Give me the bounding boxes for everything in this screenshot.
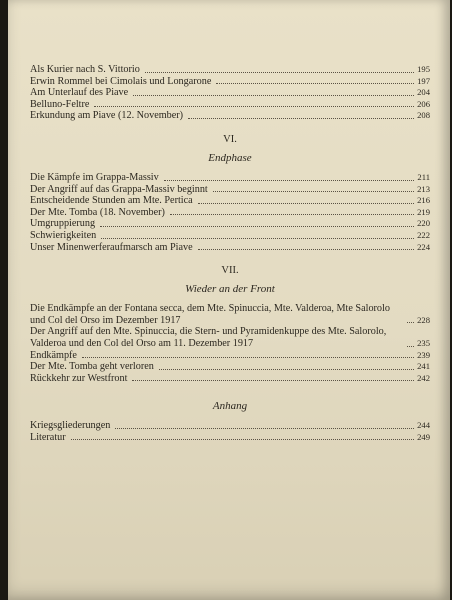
book-page [8, 0, 450, 600]
entry-page: 249 [417, 431, 430, 442]
entry-title: Der Mte. Tomba geht verloren [30, 361, 154, 373]
dot-leader [407, 322, 414, 323]
appendix-title: Anhang [212, 400, 248, 413]
part-vii-title: Wieder an der Front [185, 283, 275, 296]
dot-leader [164, 180, 415, 181]
entry-title: Belluno-Feltre [30, 98, 90, 110]
dot-leader [101, 238, 414, 239]
entry-title: Erkundung am Piave (12. November) [30, 110, 184, 122]
dot-leader [145, 72, 414, 73]
entry-page: 242 [417, 372, 430, 383]
dot-leader [198, 203, 414, 204]
entry-page: 219 [417, 206, 430, 217]
toc-entry [30, 303, 430, 326]
dot-leader [71, 439, 414, 440]
entry-title: Der Mte. Tomba (18. November) [30, 206, 165, 218]
entry-page: 244 [417, 420, 430, 431]
dot-leader [198, 249, 414, 250]
entry-title: Erwin Rommel bei Cimolais und Longarone [30, 75, 212, 87]
toc-entry [30, 361, 430, 373]
toc-entry [30, 184, 430, 196]
table-of-contents [30, 64, 430, 443]
toc-entry [30, 172, 430, 184]
part-vii-list [30, 303, 430, 384]
entry-page: 235 [417, 337, 430, 348]
entry-page: 213 [417, 183, 430, 194]
entry-title: Der Angriff auf den Mte. Spinuccia, die Stern- und Pyramidenkuppe des Mte. Salorolo, Valderoa und den Col del Orso am 11. Dezember 1917 [30, 326, 387, 349]
dot-leader [407, 346, 414, 347]
entry-title: Kriegsgliederungen [30, 420, 111, 432]
entry-page: 228 [417, 314, 430, 325]
part-vi-number: VI. [223, 133, 237, 145]
entry-title: Als Kurier nach S. Vittorio [30, 64, 140, 75]
entry-title: Die Kämpfe im Grappa-Massiv [30, 171, 159, 183]
entry-title: Unser Minenwerferaufmarsch am Piave [30, 241, 193, 253]
dot-leader [100, 226, 414, 227]
dot-leader [94, 106, 414, 107]
entry-page: 211 [417, 171, 430, 182]
entry-page: 195 [417, 64, 430, 74]
entry-title: Am Unterlauf des Piave [30, 87, 129, 99]
dot-leader [170, 214, 414, 215]
toc-entry [30, 326, 430, 349]
toc-entry [30, 242, 430, 254]
toc-entry [30, 76, 430, 88]
entry-page: 224 [417, 241, 430, 252]
dot-leader [216, 83, 414, 84]
entry-title: Entscheidende Stunden am Mte. Pertica [30, 195, 193, 207]
toc-entry [30, 110, 430, 122]
entry-page: 216 [417, 195, 430, 206]
entry-page: 220 [417, 218, 430, 229]
toc-entry [30, 195, 430, 207]
toc-entry [30, 373, 430, 385]
entry-page: 239 [417, 349, 430, 360]
appendix-list [30, 420, 430, 443]
entry-title: Umgruppierung [30, 218, 96, 230]
entry-title: Endkämpfe [30, 349, 77, 361]
entry-page: 197 [417, 75, 430, 86]
toc-entry [30, 420, 430, 432]
entry-title: Rückkehr zur Westfront [30, 372, 128, 384]
toc-entry [30, 230, 430, 242]
toc-entry [30, 64, 430, 76]
part-v-list [30, 64, 430, 122]
dot-leader [188, 118, 414, 119]
dot-leader [213, 191, 414, 192]
part-vi-title: Endphase [208, 151, 252, 164]
entry-page: 208 [417, 110, 430, 121]
entry-page: 241 [417, 361, 430, 372]
entry-title: Der Angriff auf das Grappa-Massiv beginnt [30, 183, 208, 195]
entry-title: Schwierigkeiten [30, 229, 97, 241]
entry-page: 206 [417, 98, 430, 109]
entry-page: 204 [417, 87, 430, 98]
toc-entry [30, 207, 430, 219]
toc-entry [30, 350, 430, 362]
toc-entry [30, 87, 430, 99]
dot-leader [82, 357, 414, 358]
dot-leader [115, 428, 414, 429]
entry-title: Die Endkämpfe an der Fontana secca, dem Mte. Spinuccia, Mte. Valderoa, Mte Salorolo und Col del Orso im Dezember 1917 [30, 303, 390, 326]
entry-title: Literatur [30, 431, 66, 443]
dot-leader [132, 380, 414, 381]
dot-leader [159, 369, 414, 370]
toc-entry [30, 99, 430, 111]
toc-entry [30, 218, 430, 230]
toc-entry [30, 432, 430, 444]
part-vii-number: VII. [221, 265, 239, 277]
entry-page: 222 [417, 229, 430, 240]
part-vi-list [30, 172, 430, 253]
dot-leader [133, 95, 414, 96]
